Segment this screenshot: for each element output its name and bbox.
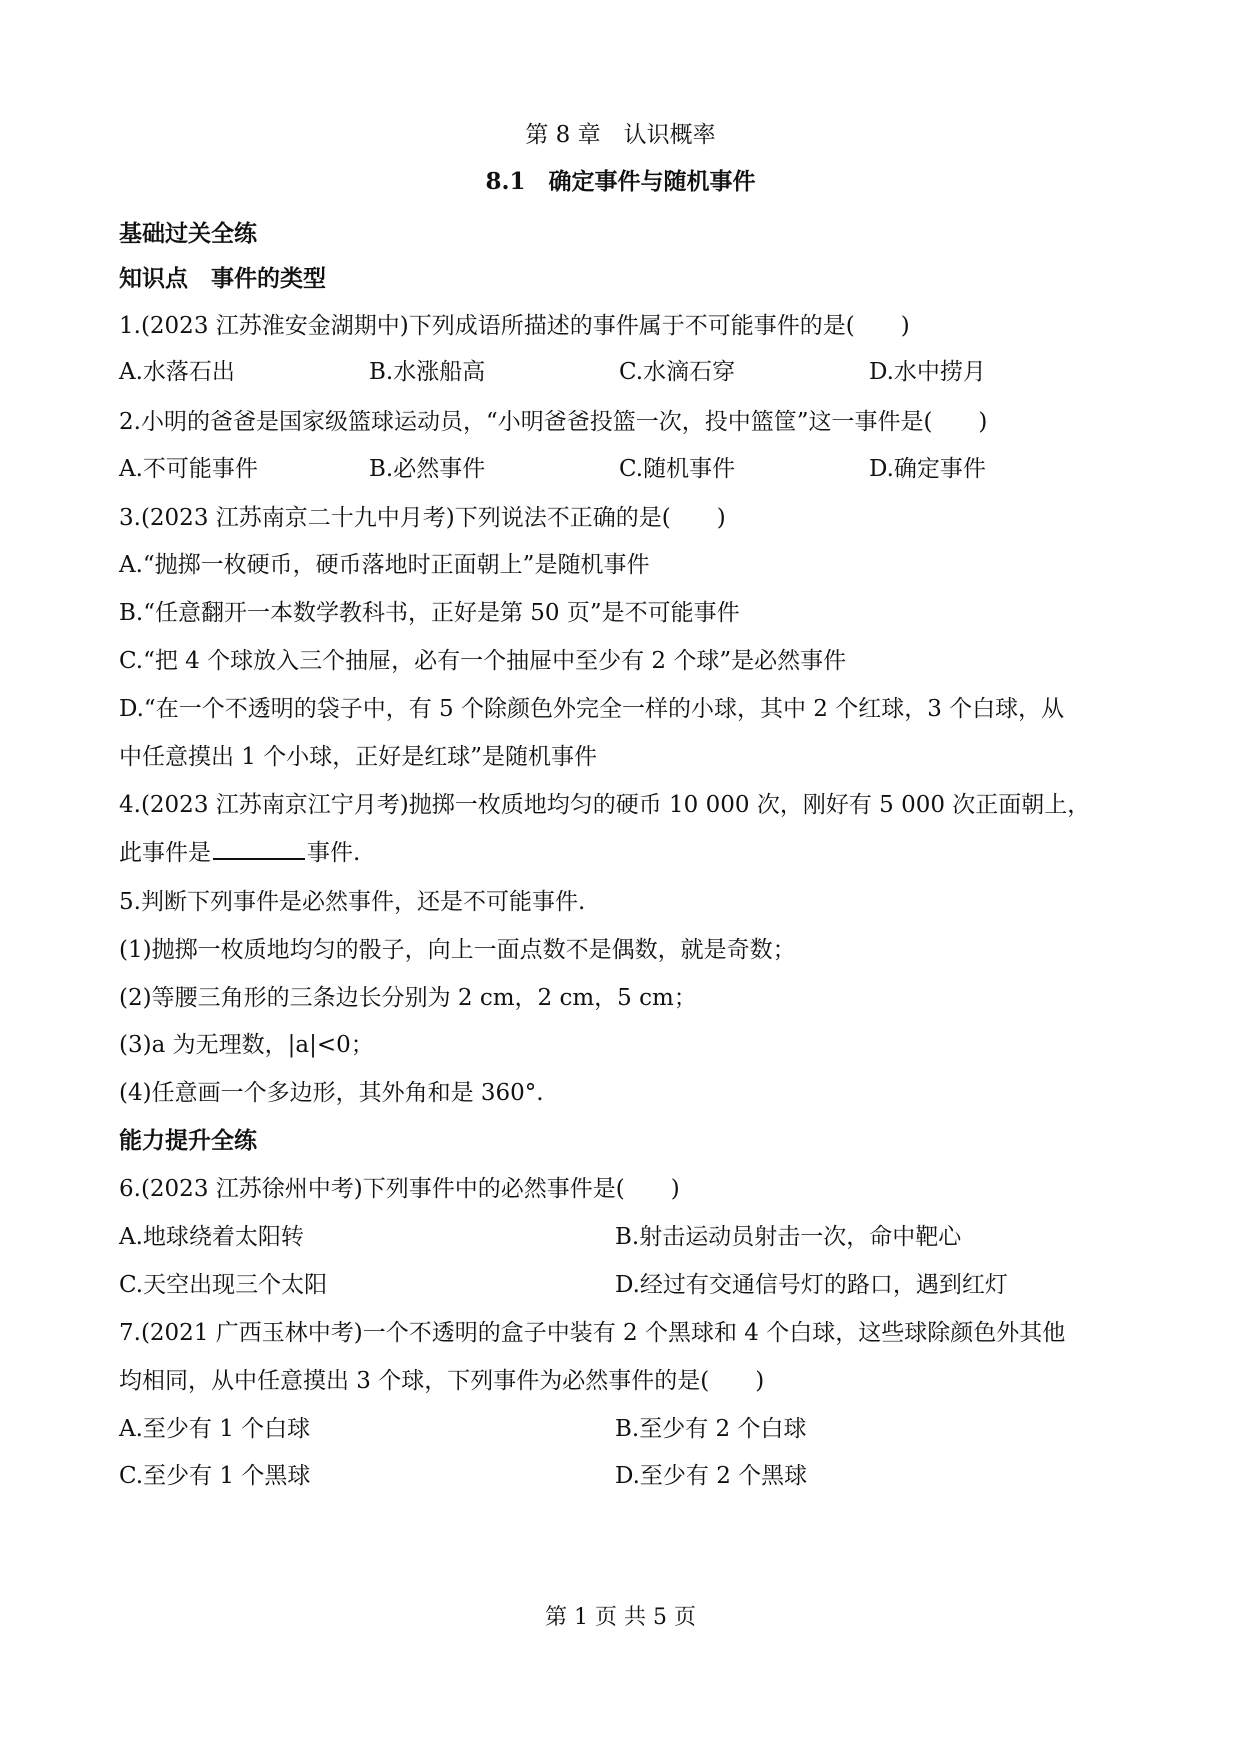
question-1-option-c: C.水滴石穿 [619,359,736,385]
question-5-item-3: (3)a 为无理数，|a|<0； [119,1032,374,1058]
question-7-option-a: A.至少有 1 个白球 [119,1416,311,1442]
question-1-option-a: A.水落石出 [119,359,235,385]
question-4-line-2 [119,838,360,868]
heading-advanced: 能力提升全练 [119,1127,257,1154]
question-3-option-d-continued: 中任意摸出 1 个小球，正好是红球”是随机事件 [119,744,598,770]
question-1-option-d: D.水中捞月 [869,359,986,385]
question-2-option-a: A.不可能事件 [119,456,258,482]
question-6-option-b: B.射击运动员射击一次，命中靶心 [615,1224,962,1250]
question-5-item-2: (2)等腰三角形的三条边长分别为 2 cm，2 cm，5 cm； [119,985,697,1011]
section-title: 8.1 确定事件与随机事件 [485,168,756,195]
question-3-option-b: B.“任意翻开一本数学教科书，正好是第 50 页”是不可能事件 [119,600,740,626]
question-6-stem: 6.(2023 江苏徐州中考)下列事件中的必然事件是( ) [119,1176,680,1202]
question-3-option-d: D.“在一个不透明的袋子中，有 5 个除颜色外完全一样的小球，其中 2 个红球，3 个白球，从 [119,696,1065,722]
question-7-stem-line-2: 均相同，从中任意摸出 3 个球，下列事件为必然事件的是( ) [119,1368,765,1394]
question-6-option-d: D.经过有交通信号灯的路口，遇到红灯 [615,1272,1008,1298]
question-7-option-d: D.至少有 2 个黑球 [615,1463,808,1489]
question-5-item-4: (4)任意画一个多边形，其外角和是 360°. [119,1080,544,1106]
question-4-line-1: 4.(2023 江苏南京江宁月考)抛掷一枚质地均匀的硬币 10 000 次，刚好有 5 000 次正面朝上， [119,792,1091,818]
question-4-text-after-blank: 事件. [307,840,361,866]
chapter-title: 第 8 章 认识概率 [525,122,716,148]
question-3-option-a: A.“抛掷一枚硬币，硬币落地时正面朝上”是随机事件 [119,552,650,578]
heading-knowledge-point: 知识点 事件的类型 [119,265,326,292]
question-2-option-b: B.必然事件 [369,456,486,482]
question-2-stem: 2.小明的爸爸是国家级篮球运动员，“小明爸爸投篮一次，投中篮筐”这一事件是( ) [119,409,988,435]
question-7-option-b: B.至少有 2 个白球 [615,1416,807,1442]
page-footer: 第 1 页 共 5 页 [545,1605,696,1630]
question-4-text-before-blank: 此事件是 [119,840,211,866]
question-7-stem-line-1: 7.(2021 广西玉林中考)一个不透明的盒子中装有 2 个黑球和 4 个白球，这些球除颜色外其他 [119,1320,1066,1346]
question-7-option-c: C.至少有 1 个黑球 [119,1463,311,1489]
question-2-option-d: D.确定事件 [869,456,986,482]
question-2-option-c: C.随机事件 [619,456,736,482]
question-6-option-a: A.地球绕着太阳转 [119,1224,304,1250]
question-6-option-c: C.天空出现三个太阳 [119,1272,328,1298]
question-3-option-c: C.“把 4 个球放入三个抽屉，必有一个抽屉中至少有 2 个球”是必然事件 [119,648,847,674]
question-5-stem: 5.判断下列事件是必然事件，还是不可能事件. [119,889,586,915]
question-1-option-b: B.水涨船高 [369,359,486,385]
question-3-stem: 3.(2023 江苏南京二十九中月考)下列说法不正确的是( ) [119,505,726,531]
answer-blank [213,838,305,860]
question-1-stem: 1.(2023 江苏淮安金湖期中)下列成语所描述的事件属于不可能事件的是( ) [119,313,910,339]
heading-basic: 基础过关全练 [119,220,257,247]
question-5-item-1: (1)抛掷一枚质地均匀的骰子，向上一面点数不是偶数，就是奇数； [119,937,796,963]
